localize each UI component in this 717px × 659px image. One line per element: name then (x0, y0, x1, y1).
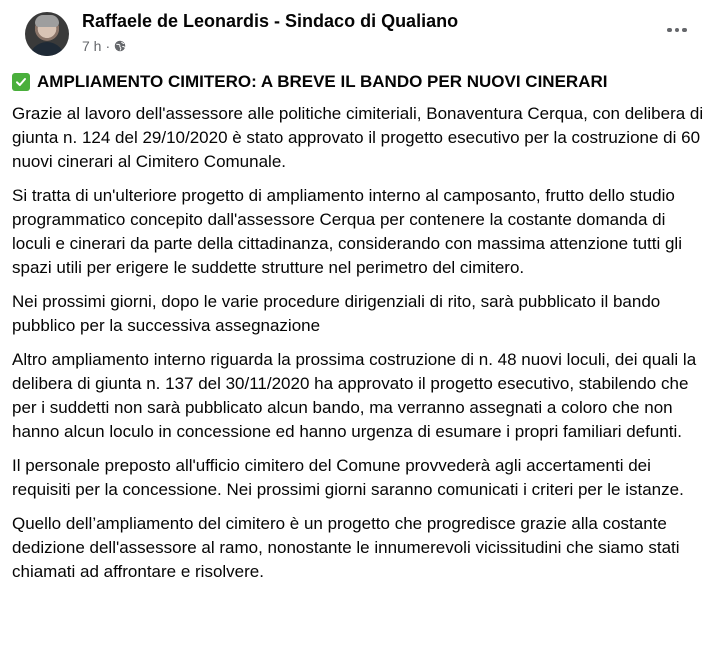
check-mark-icon (12, 73, 30, 91)
post-paragraph: Grazie al lavoro dell'assessore alle politiche cimiteriali, Bonaventura Cerqua, con delibera di giunta n. 124 del 29/10/2020 è stato approvato il progetto esecutivo per la costruzione di 60 nuovi cinerari al Cimitero Comunale. (12, 104, 704, 171)
more-options-icon[interactable] (663, 20, 691, 40)
post-time[interactable]: 7 h (82, 38, 102, 54)
post-title-text: AMPLIAMENTO CIMITERO: A BREVE IL BANDO PER NUOVI CINERARI (37, 72, 608, 91)
more-dot (667, 28, 672, 33)
author-avatar[interactable] (25, 12, 69, 56)
meta-separator: · (105, 38, 111, 54)
author-name[interactable]: Raffaele de Leonardis - Sindaco di Qualiano (82, 11, 459, 31)
post-header (12, 0, 705, 62)
post-title (12, 70, 708, 94)
post-paragraph: Si tratta di un'ulteriore progetto di ampliamento interno al camposanto, frutto dello studio programmatico concepito dall'assessore Cerqua per contenere la costante domanda di loculi e cinerari da parte della cittadinanza, considerando con massima attenzione tutti gli spazi utili per erigere le suddette strutture nel perimetro del cimitero. (12, 186, 682, 277)
more-dot (675, 28, 680, 33)
post-paragraph: Il personale preposto all'ufficio cimitero del Comune provvederà agli accertamenti dei requisiti per la concessione. Nei prossimi giorni saranno comunicati i criteri per le istanze. (12, 456, 684, 499)
post-meta (82, 38, 126, 54)
post-paragraph: Nei prossimi giorni, dopo le varie procedure dirigenziali di rito, sarà pubblicato il bando pubblico per la successiva assegnazione (12, 292, 661, 335)
post-paragraph: Quello dell’ampliamento del cimitero è un progetto che progredisce grazie alla costante dedizione dell'assessore al ramo, nonostante le innumerevoli vicissitudini che siamo stati chiamati ad affrontare e risolvere. (12, 514, 680, 581)
more-dot (682, 28, 687, 33)
post-paragraph: Altro ampliamento interno riguarda la prossima costruzione di n. 48 nuovi loculi, dei quali la delibera di giunta n. 137 del 30/11/2020 ha approvato il progetto esecutivo, stabilendo che per i suddetti non sarà pubblicato alcun bando, ma verranno assegnati a coloro che non hanno alcun loculo in concessione ed hanno urgenza di esumare i propri familiari defunti. (12, 350, 697, 441)
globe-icon[interactable] (114, 40, 126, 52)
post-body (12, 70, 708, 594)
